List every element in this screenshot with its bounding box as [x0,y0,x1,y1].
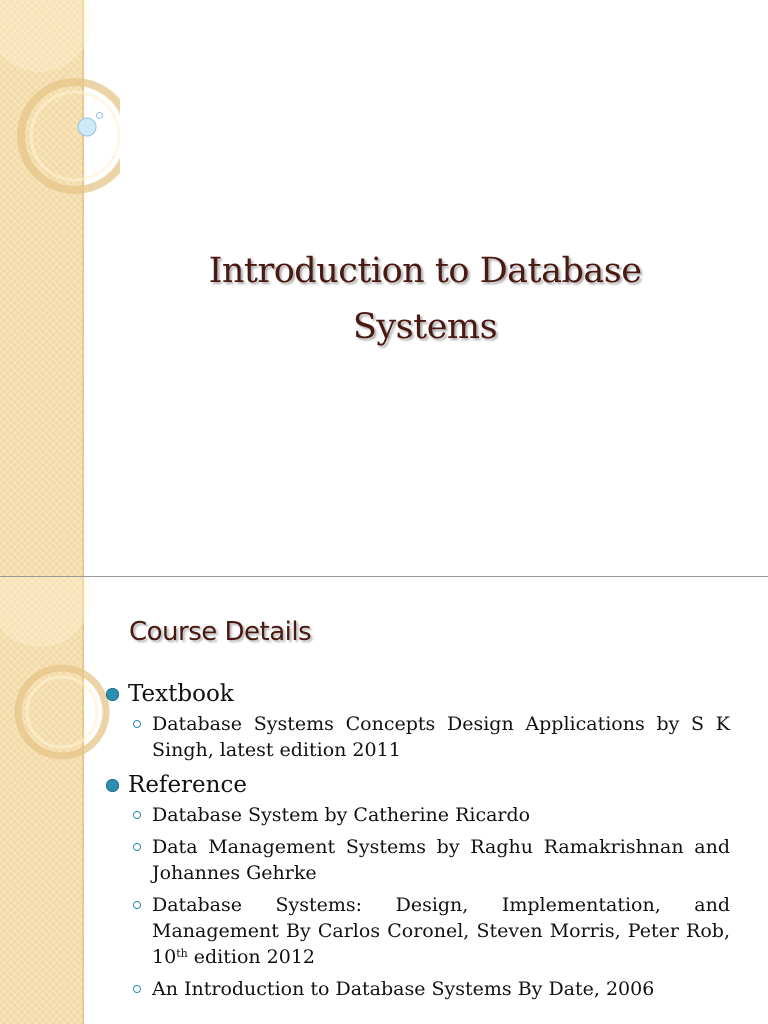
textbook-sublist [128,711,730,763]
textbook-entry: Database Systems Concepts Design Applications by S K Singh, latest edition 2011 [152,713,730,761]
list-item-label: Textbook [128,681,234,707]
sub-bullet-icon [133,720,141,728]
sub-list-item [128,802,730,828]
reference-sublist [128,802,730,1002]
title-line-2: Systems [352,307,498,347]
reference-entry: Database System by Catherine Ricardo [152,804,531,826]
sub-bullet-icon [133,811,141,819]
reference-entry-text: Database Systems: Design, Implementation, and Management By Carlos Coronel, Steven Morris, Peter Rob, 10 [152,894,730,968]
title-line-1: Introduction to Database [208,251,642,291]
list-item-textbook [104,678,730,763]
bullet-icon [106,779,119,792]
sub-bullet-icon [133,901,141,909]
sub-list-item [128,976,730,1002]
reference-entry [152,894,730,968]
circle-decoration-icon [0,577,120,777]
course-details-slide [0,577,768,1024]
sub-list-item [128,834,730,886]
course-details-list [104,678,730,1008]
sub-bullet-icon [133,843,141,851]
reference-entry-text: edition 2012 [187,946,316,968]
section-heading: Course Details [129,617,312,647]
sub-list-item [128,711,730,763]
circle-decoration-icon [0,0,120,200]
sub-list-item [128,892,730,970]
slide-title [110,243,740,355]
reference-entry: An Introduction to Database Systems By Date, 2006 [152,978,655,1000]
list-item-reference [104,769,730,1002]
bullet-icon [106,688,119,701]
list-item-label: Reference [128,772,247,798]
sub-bullet-icon [133,985,141,993]
superscript: th [176,947,188,960]
reference-entry: Data Management Systems by Raghu Ramakrishnan and Johannes Gehrke [152,836,730,884]
